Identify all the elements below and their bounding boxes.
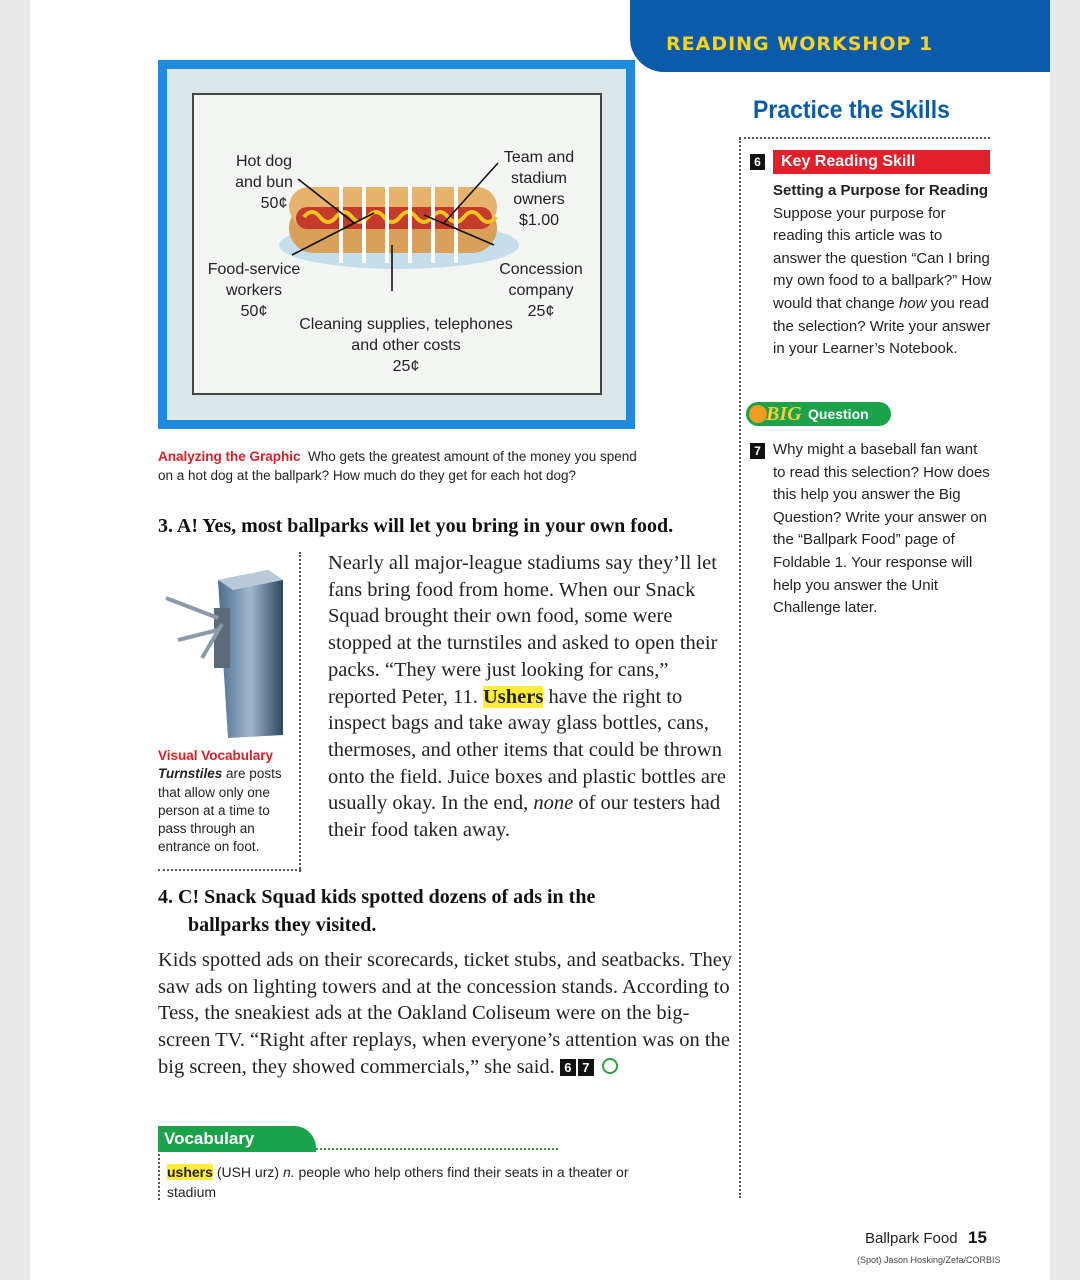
item6-bold: Setting a Purpose for Reading <box>773 182 989 199</box>
label-value: $1.00 <box>518 212 560 229</box>
vocab-pron: (USH urz) <box>216 1164 280 1180</box>
photo-credit: (Spot) Jason Hosking/Zefa/CORBIS <box>857 1255 1001 1265</box>
practice-title: Practice the Skills <box>753 96 950 124</box>
vocab-definition: people who help others find their seats in a theater or stadium <box>167 1164 629 1200</box>
visual-vocab-term: Turnstiles <box>158 766 223 782</box>
section4-body <box>158 947 733 1081</box>
graphic-inner-panel <box>192 93 602 395</box>
label-line: stadium <box>510 170 568 187</box>
visual-vocab-divider <box>299 552 301 872</box>
visual-vocab-bottom-rule <box>158 869 301 871</box>
section3-p2: have the right to inspect bags and take away glass bottles, cans, thermoses, and other items that could be thrown onto the field. Juice boxes and plastic bottles are usually okay. In the end, <box>328 685 726 815</box>
key-reading-skill-bar: Key Reading Skill <box>773 150 990 174</box>
label-value: 25¢ <box>527 303 555 320</box>
practice-rule <box>739 137 990 139</box>
footer-title: Ballpark Food <box>865 1230 958 1247</box>
big-question-big: BIG <box>766 403 802 425</box>
item6-text <box>773 180 993 361</box>
section3-none: none <box>533 792 574 815</box>
label-line: owners <box>513 191 565 208</box>
big-question-dot-icon <box>749 405 767 423</box>
banner-title: READING WORKSHOP 1 <box>666 33 934 55</box>
vocab-word: ushers <box>167 1164 213 1180</box>
vocabulary-left-rule <box>158 1154 160 1200</box>
label-line: Food-service <box>207 261 301 278</box>
hot-dog-graphic <box>158 60 635 429</box>
section4-heading-line1: 4. C! Snack Squad kids spotted dozens of ads in the <box>158 886 596 908</box>
label-cleaning <box>286 314 526 377</box>
marker-6: 6 <box>560 1059 576 1076</box>
label-line: and bun <box>235 174 293 191</box>
label-value: 25¢ <box>392 358 420 375</box>
big-question-label: Question <box>808 406 869 422</box>
item6-t1: Suppose your purpose for reading this article was to answer the question “Can I bring my own food to a ballpark?” How would that change <box>773 204 992 312</box>
page-number: 15 <box>968 1228 987 1247</box>
big-question-badge <box>746 402 891 426</box>
section4-text: Kids spotted ads on their scorecards, ticket stubs, and seatbacks. They saw ads on lighting towers and at the concession stands. According to Tess, the sneakiest ads at the Oakland Coliseum were on the big-screen TV. “Right after replays, when everyone’s attention was on the big screen, they showed commercials,” she said. <box>158 949 733 1078</box>
label-line: Cleaning supplies, telephones <box>299 316 513 333</box>
section3-p1: Nearly all major-league stadiums say they’ll let fans bring food from home. When our Snack Squad brought their own food, some were stopped at the turnstiles and asked to open their packs. “They were just looking for cans,” reported Peter, 11. <box>328 552 718 708</box>
item6-t2: you read the selection? Write your answer in your Learner’s Notebook. <box>773 294 991 358</box>
vocabulary-rule <box>316 1148 558 1150</box>
item6-number: 6 <box>750 154 765 170</box>
label-concession <box>496 259 586 322</box>
turnstile-image <box>158 560 288 740</box>
label-line: Team and <box>503 149 575 166</box>
marker-7: 7 <box>578 1059 594 1076</box>
label-line: Concession <box>499 261 583 278</box>
item6-how: how <box>898 294 927 312</box>
vocabulary-tab: Vocabulary <box>158 1126 316 1152</box>
section4-heading-line2: ballparks they visited. <box>188 914 377 936</box>
section4-heading <box>158 883 595 939</box>
label-value: 50¢ <box>240 303 268 320</box>
label-hot-dog-bun <box>224 151 304 214</box>
label-line: company <box>508 282 574 299</box>
section3-heading: 3. A! Yes, most ballparks will let you bring in your own food. <box>158 515 674 537</box>
page <box>30 0 1050 1280</box>
item7-text: Why might a baseball fan want to read this selection? How does this help you answer the Big Question? Write your answer on the “Ballpark Food” page of Foldable 1. Your response will help you answer the Unit Challenge later. <box>773 441 990 617</box>
label-value: 50¢ <box>260 195 288 212</box>
caption-text: Who gets the greatest amount of the money you spend on a hot dog at the ballpark? How much do they get for each hot dog? <box>158 449 637 483</box>
vocab-pos: n. <box>282 1164 295 1180</box>
visual-vocab-text: are posts that allow only one person at a time to pass through an entrance on foot. <box>158 766 282 855</box>
label-line: and other costs <box>351 337 461 354</box>
visual-vocab-label: Visual Vocabulary <box>158 748 274 763</box>
sidebar-divider <box>739 138 741 1198</box>
vocab-highlight-ushers: Ushers <box>482 685 544 708</box>
label-line: workers <box>225 282 282 299</box>
visual-vocabulary <box>158 747 298 857</box>
item7-number: 7 <box>750 443 765 459</box>
section3-body <box>328 550 733 844</box>
circle-icon <box>602 1058 618 1074</box>
graphic-caption <box>158 447 648 485</box>
label-team-owners <box>494 147 584 231</box>
vocabulary-entry <box>167 1162 657 1202</box>
workshop-banner <box>630 0 1050 72</box>
caption-label: Analyzing the Graphic <box>158 449 301 464</box>
section3-p3: of our testers had their food taken away. <box>328 792 721 842</box>
label-food-service <box>202 259 306 322</box>
label-line: Hot dog <box>235 153 293 170</box>
